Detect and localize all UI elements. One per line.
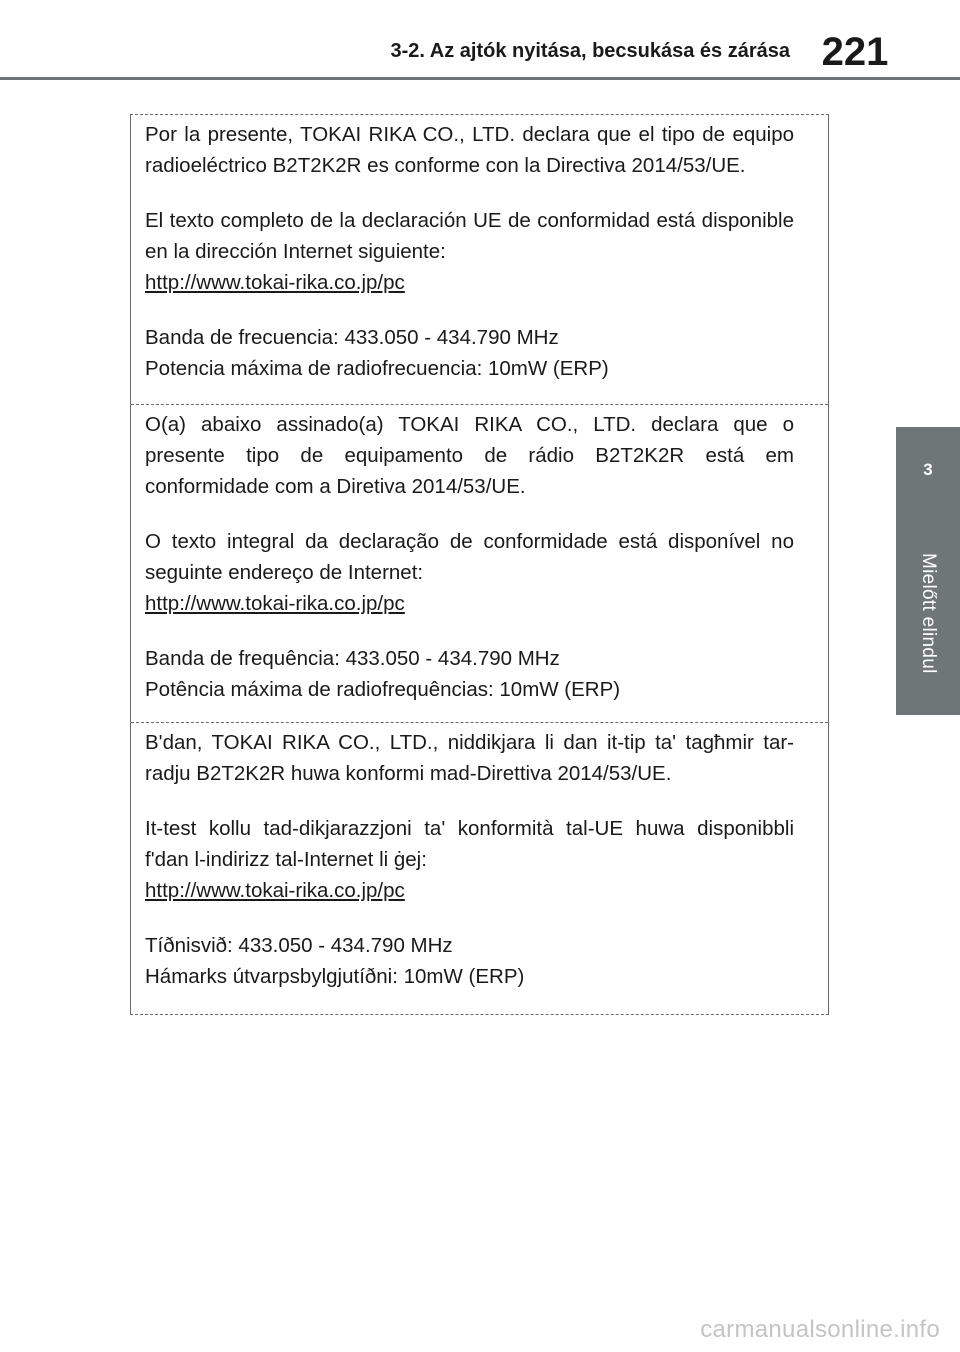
- declaration-url-link[interactable]: http://www.tokai-rika.co.jp/pc: [145, 271, 405, 294]
- header-divider: [0, 77, 960, 80]
- declaration-url-link[interactable]: http://www.tokai-rika.co.jp/pc: [145, 592, 405, 615]
- declaration-section-spanish: [131, 115, 828, 405]
- declaration-box: [130, 114, 829, 1015]
- declaration-url-link[interactable]: http://www.tokai-rika.co.jp/pc: [145, 879, 405, 902]
- chapter-label-container: [896, 512, 960, 715]
- chapter-number: 3: [923, 459, 933, 479]
- chapter-label: Mielőtt elindul: [918, 553, 939, 674]
- max-power-text: Hámarks útvarpsbylgjutíðni: 10mW (ERP): [145, 965, 525, 988]
- declaration-section-portuguese: [131, 405, 828, 723]
- section-title: 3-2. Az ajtók nyitása, becsukása és zárása: [390, 40, 790, 62]
- availability-text: El texto completo de la declaración UE de conformidad está disponible en la dirección Internet siguiente:: [145, 209, 794, 263]
- frequency-band-text: Tíðnisvið: 433.050 - 434.790 MHz: [145, 934, 453, 957]
- availability-text: O texto integral da declaração de conformidade está disponível no seguinte endereço de Internet:: [145, 530, 794, 584]
- watermark: carmanualsonline.info: [700, 1316, 940, 1343]
- max-power-text: Potencia máxima de radiofrecuencia: 10mW (ERP): [145, 357, 609, 380]
- declaration-text: Por la presente, TOKAI RIKA CO., LTD. declara que el tipo de equipo radioeléctrico B2T2K2R es conforme con la Directiva 2014/53/UE.: [145, 123, 794, 177]
- declaration-text: O(a) abaixo assinado(a) TOKAI RIKA CO., LTD. declara que o presente tipo de equipamento de rádio B2T2K2R está em conformidade com a Diretiva 2014/53/UE.: [145, 413, 794, 498]
- declaration-section-maltese: [131, 723, 828, 1014]
- max-power-text: Potência máxima de radiofrequências: 10mW (ERP): [145, 678, 621, 701]
- declaration-text: B'dan, TOKAI RIKA CO., LTD., niddikjara li dan it-tip ta' tagħmir tar-radju B2T2K2R huwa konformi mad-Direttiva 2014/53/UE.: [145, 731, 794, 785]
- frequency-band-text: Banda de frecuencia: 433.050 - 434.790 MHz: [145, 326, 559, 349]
- availability-text: It-test kollu tad-dikjarazzjoni ta' konformità tal-UE huwa disponibbli f'dan l-indirizz tal-Internet li ġej:: [145, 817, 794, 871]
- chapter-tab: [896, 427, 960, 512]
- page-number: 221: [821, 30, 889, 74]
- frequency-band-text: Banda de frequência: 433.050 - 434.790 MHz: [145, 647, 560, 670]
